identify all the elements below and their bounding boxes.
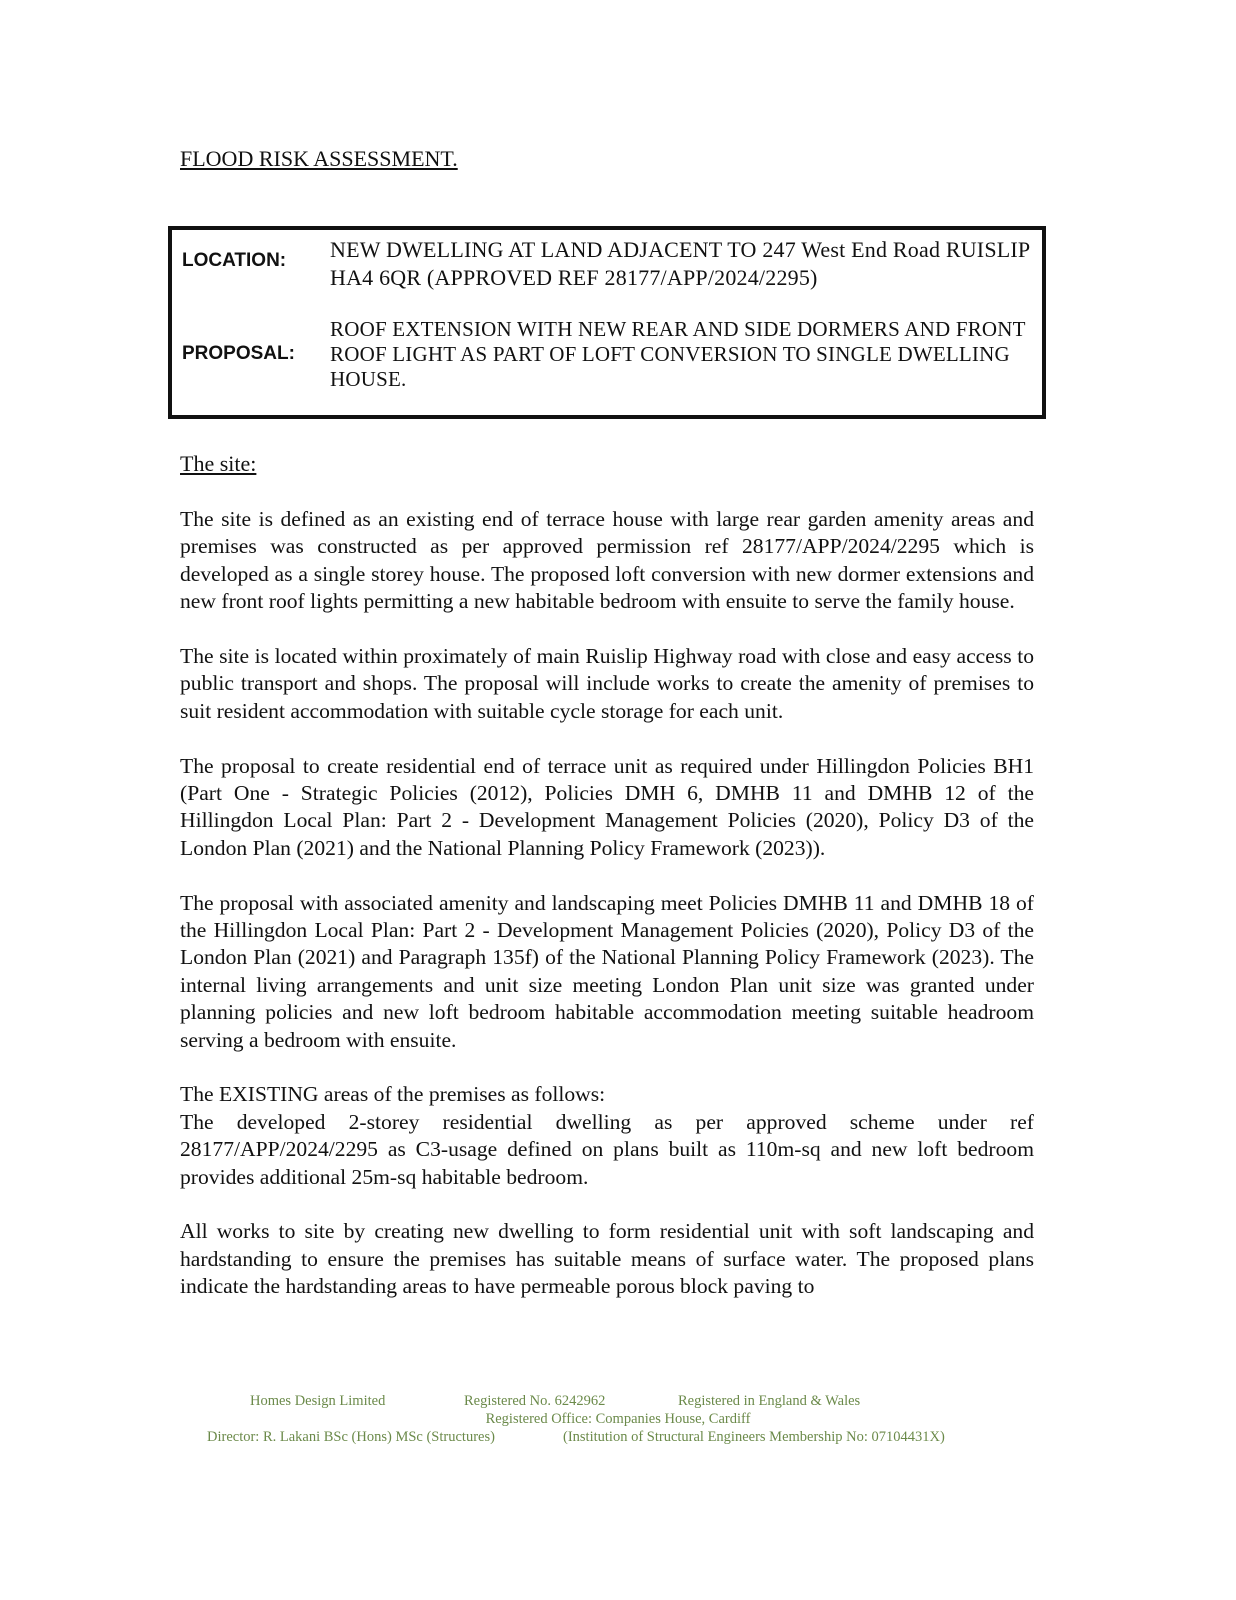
paragraph: The proposal with associated amenity and landscaping meet Policies DMHB 11 and DMHB 18 of the Hillingdon Local Plan: Part 2 - Development Management Policies (2020), Policy D3 of the London Plan (2021) and Paragraph 135f) of the National Planning Policy Framework (2023). The internal living arrangements and unit size meeting London Plan unit size was granted under planning policies and new loft bedroom habitable accommodation meeting suitable headroom serving a bedroom with ensuite. — [180, 890, 1034, 1052]
location-label: LOCATION: — [182, 250, 287, 271]
paragraph: The site is located within proximately of main Ruislip Highway road with close and easy access to public transport and shops. The proposal will include works to create the amenity of premises to suit resident accommodation with suitable cycle storage for each unit. — [180, 644, 1034, 723]
footer-registered-office: Registered Office: Companies House, Cardiff — [485, 1411, 751, 1427]
location-text: NEW DWELLING AT LAND ADJACENT TO 247 West End Road RUISLIP HA4 6QR (APPROVED REF 28177/APP/2024/2295) — [330, 237, 1030, 290]
footer-registered-in: Registered in England & Wales — [678, 1393, 861, 1409]
proposal-text: ROOF EXTENSION WITH NEW REAR AND SIDE DORMERS AND FRONT ROOF LIGHT AS PART OF LOFT CONVERSION TO SINGLE DWELLING HOUSE. — [330, 317, 1026, 391]
paragraph: All works to site by creating new dwelling to form residential unit with soft landscaping and hardstanding to ensure the premises has suitable means of surface water. The proposed plans indicate the hardstanding areas to have permeable porous block paving to — [180, 1219, 1034, 1299]
footer-institution: (Institution of Structural Engineers Membership No: 07104431X) — [563, 1429, 945, 1445]
document-body — [180, 506, 1034, 1301]
footer-director: Director: R. Lakani BSc (Hons) MSc (Structures) — [207, 1429, 495, 1445]
footer-company: Homes Design Limited — [250, 1393, 386, 1409]
document-title: FLOOD RISK ASSESSMENT. — [180, 146, 458, 171]
site-heading: The site: — [180, 451, 257, 476]
paragraph: The proposal to create residential end of terrace unit as required under Hillingdon Policies BH1 (Part One - Strategic Policies (2012), Policies DMH 6, DMHB 11 and DMHB 12 of the Hillingdon Local Plan: Part 2 - Development Management Policies (2020), Policy D3 of the London Plan (2021) and the National Planning Policy Framework (2023)). — [180, 753, 1034, 860]
footer-registered-no: Registered No. 6242962 — [464, 1393, 606, 1409]
proposal-label: PROPOSAL: — [182, 343, 295, 364]
paragraph: The developed 2-storey residential dwelling as per approved scheme under ref 28177/APP/2024/2295 as C3-usage defined on plans built as 110m-sq and new loft bedroom provides additional 25m-sq habitable bedroom. — [180, 1109, 1034, 1189]
paragraph: The EXISTING areas of the premises as follows: — [180, 1082, 606, 1107]
project-details-box — [168, 226, 1046, 419]
paragraph: The site is defined as an existing end of terrace house with large rear garden amenity areas and premises was constructed as per approved permission ref 28177/APP/2024/2295 which is developed as a single storey house. The proposed loft conversion with new dormer extensions and new front roof lights permitting a new habitable bedroom with ensuite to serve the family house. — [180, 507, 1034, 614]
